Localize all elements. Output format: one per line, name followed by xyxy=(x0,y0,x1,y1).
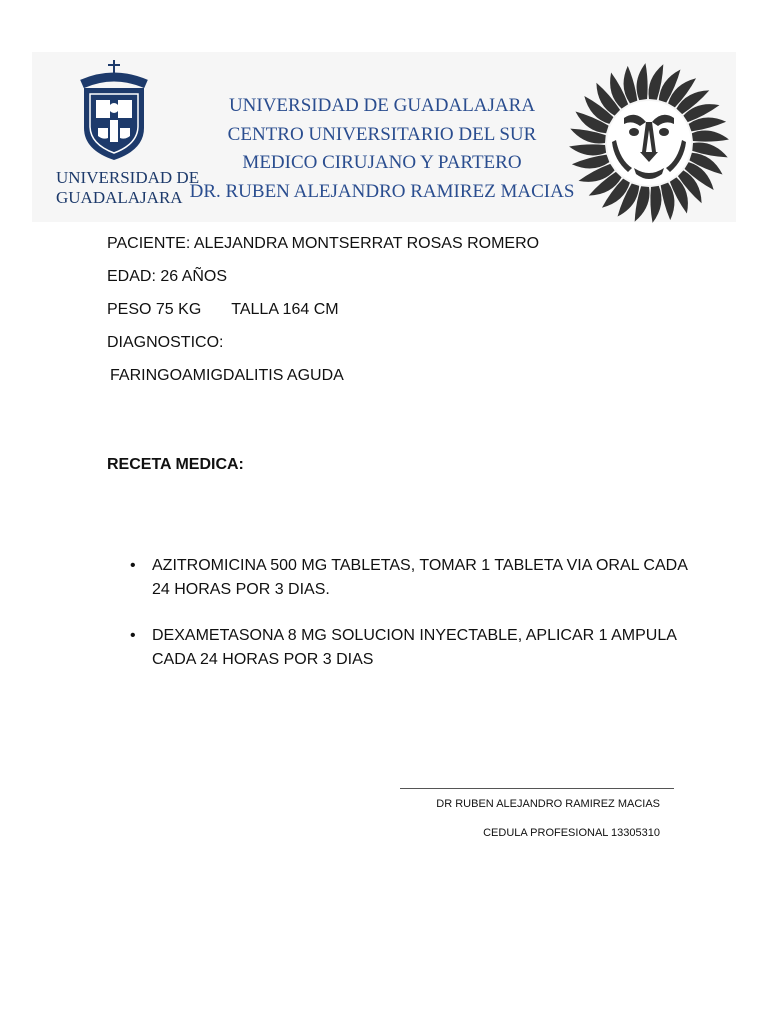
header-line-center: CENTRO UNIVERSITARIO DEL SUR xyxy=(227,123,537,145)
patient-weight: PESO 75 KG xyxy=(107,301,202,318)
professional-license: CEDULA PROFESIONAL 13305310 xyxy=(483,827,660,839)
prescription-title: RECETA MEDICA: xyxy=(107,456,244,473)
udg-wordmark-line-2: GUADALAJARA xyxy=(56,188,183,207)
lion-mane-stroke xyxy=(689,118,726,132)
bullet-icon: • xyxy=(130,557,136,574)
patient-name: PACIENTE: ALEJANDRA MONTSERRAT ROSAS ROMERO xyxy=(107,235,540,252)
doctor-name: DR RUBEN ALEJANDRO RAMIREZ MACIAS xyxy=(436,798,660,810)
lion-logo-icon xyxy=(566,60,732,226)
bullet-icon: • xyxy=(130,627,136,644)
udg-shield-icon xyxy=(76,58,152,162)
lion-mane-stroke xyxy=(650,186,661,223)
header-text xyxy=(176,92,588,206)
lion-mane-stroke xyxy=(637,63,648,100)
lion-mane-stroke xyxy=(692,131,729,142)
udg-wordmark xyxy=(56,168,200,208)
lion-mane-stroke xyxy=(661,183,675,220)
udg-wordmark-line-1: UNIVERSIDAD DE xyxy=(56,168,200,187)
header-line-doctor: DR. RUBEN ALEJANDRO RAMIREZ MACIAS xyxy=(189,180,575,202)
patient-height: TALLA 164 CM xyxy=(231,301,339,318)
lion-mane-stroke xyxy=(624,66,638,103)
lion-mane-stroke xyxy=(569,144,606,155)
prescription-list xyxy=(130,554,690,694)
patient-weight-height xyxy=(107,298,539,331)
prescription-item xyxy=(130,554,690,602)
header-line-career: MEDICO CIRUJANO Y PARTERO xyxy=(242,152,522,173)
diagnosis-label: DIAGNOSTICO: xyxy=(107,334,224,351)
patient-info xyxy=(107,232,539,397)
signature-block xyxy=(380,796,660,842)
udg-logo xyxy=(52,58,200,210)
prescription-item-text: AZITROMICINA 500 MG TABLETAS, TOMAR 1 TABLETA VIA ORAL CADA 24 HORAS POR 3 DIAS. xyxy=(152,557,687,598)
signature-line xyxy=(400,788,674,789)
prescription-item-text: DEXAMETASONA 8 MG SOLUCION INYECTABLE, APLICAR 1 AMPULA CADA 24 HORAS POR 3 DIAS xyxy=(152,627,677,668)
patient-age: EDAD: 26 AÑOS xyxy=(107,268,228,285)
header-line-university: UNIVERSIDAD DE GUADALAJARA xyxy=(228,95,536,116)
prescription-item xyxy=(130,624,690,672)
diagnosis-value: FARINGOAMIGDALITIS AGUDA xyxy=(110,367,344,384)
lion-mane-stroke xyxy=(572,155,609,169)
